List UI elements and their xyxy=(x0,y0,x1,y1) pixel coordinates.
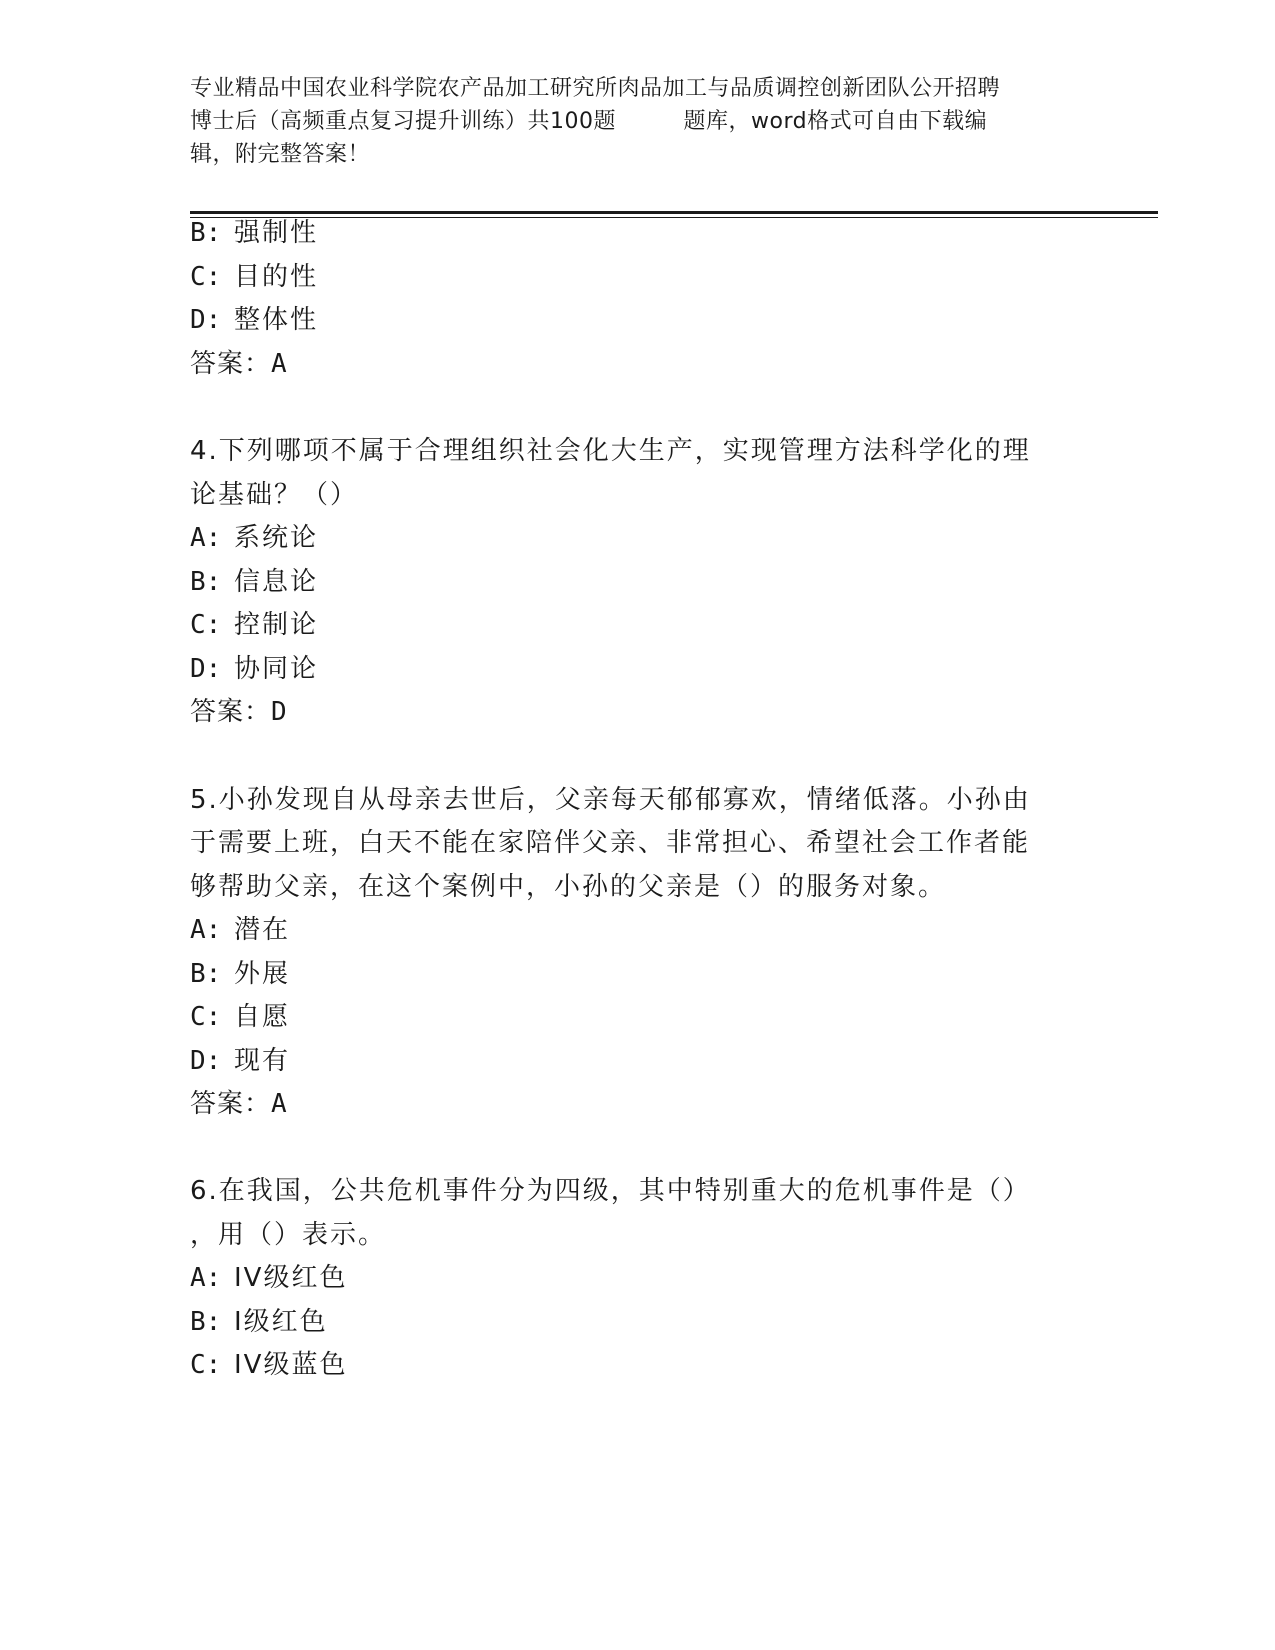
option-text: 潜在 xyxy=(234,915,291,945)
option-letter: B: xyxy=(190,959,222,989)
option-text: 系统论 xyxy=(234,523,319,553)
option-text: 目的性 xyxy=(234,262,319,292)
header-divider-thick xyxy=(190,211,1158,214)
header-line-2: 博士后（高频重点复习提升训练）共100题 题库，word格式可自由下载编 xyxy=(190,109,988,134)
option-letter: C: xyxy=(190,262,222,292)
q4-option-d xyxy=(190,652,318,686)
q3-option-b xyxy=(190,216,318,250)
option-letter: C: xyxy=(190,1002,222,1032)
option-text: 控制论 xyxy=(234,610,319,640)
q3-option-c xyxy=(190,260,318,294)
option-letter: A: xyxy=(190,1263,222,1293)
q4-option-c xyxy=(190,608,318,642)
q5-option-c xyxy=(190,1000,290,1034)
q4-text-line-2: 论基础？（） xyxy=(190,480,359,510)
q6-option-b xyxy=(190,1305,328,1339)
option-letter: A: xyxy=(190,915,222,945)
q5-text-line-3: 够帮助父亲，在这个案例中，小孙的父亲是（）的服务对象。 xyxy=(190,872,947,902)
q3-option-d xyxy=(190,303,318,337)
header-divider-thin xyxy=(190,217,1158,218)
option-text: 自愿 xyxy=(234,1002,291,1032)
option-text: 外展 xyxy=(234,959,291,989)
q4-option-a xyxy=(190,521,318,555)
option-letter: D: xyxy=(190,1046,222,1076)
q6-text-line-1: 6.在我国，公共危机事件分为四级，其中特别重大的危机事件是（） xyxy=(190,1176,1031,1206)
header-line-3: 辑，附完整答案！ xyxy=(190,142,371,167)
option-letter: B: xyxy=(190,1307,222,1337)
q6-option-a xyxy=(190,1261,347,1295)
q4-option-b xyxy=(190,565,318,599)
option-letter: D: xyxy=(190,305,222,335)
q4-answer xyxy=(190,695,288,729)
option-letter: A: xyxy=(190,523,222,553)
option-letter: B: xyxy=(190,218,222,248)
option-letter: D: xyxy=(190,654,222,684)
option-letter: C: xyxy=(190,1350,222,1380)
q5-option-b xyxy=(190,957,290,991)
answer-value: A xyxy=(271,349,288,379)
answer-value: A xyxy=(271,1089,288,1119)
q5-text-line-1: 5.小孙发现自从母亲去世后，父亲每天郁郁寡欢，情绪低落。小孙由 xyxy=(190,785,1031,815)
answer-label: 答案： xyxy=(190,697,272,727)
q5-option-d xyxy=(190,1044,290,1078)
option-text: 整体性 xyxy=(234,305,319,335)
q5-answer xyxy=(190,1087,288,1121)
option-text: I级红色 xyxy=(234,1307,328,1337)
q5-option-a xyxy=(190,913,290,947)
option-text: IV级红色 xyxy=(234,1263,348,1293)
answer-label: 答案： xyxy=(190,1089,272,1119)
q5-text-line-2: 于需要上班，白天不能在家陪伴父亲、非常担心、希望社会工作者能 xyxy=(190,828,1031,858)
option-text: 信息论 xyxy=(234,567,319,597)
option-letter: B: xyxy=(190,567,222,597)
document-header xyxy=(190,72,1090,171)
option-letter: C: xyxy=(190,610,222,640)
q6-text-line-2: ，用（）表示。 xyxy=(190,1220,387,1250)
q3-answer xyxy=(190,347,288,381)
q6-option-c xyxy=(190,1348,347,1382)
answer-label: 答案： xyxy=(190,349,272,379)
option-text: 协同论 xyxy=(234,654,319,684)
option-text: 现有 xyxy=(234,1046,291,1076)
option-text: IV级蓝色 xyxy=(234,1350,348,1380)
q4-text-line-1: 4.下列哪项不属于合理组织社会化大生产，实现管理方法科学化的理 xyxy=(190,436,1031,466)
option-text: 强制性 xyxy=(234,218,319,248)
header-line-1: 专业精品中国农业科学院农产品加工研究所肉品加工与品质调控创新团队公开招聘 xyxy=(190,76,1001,101)
answer-value: D xyxy=(271,697,288,727)
